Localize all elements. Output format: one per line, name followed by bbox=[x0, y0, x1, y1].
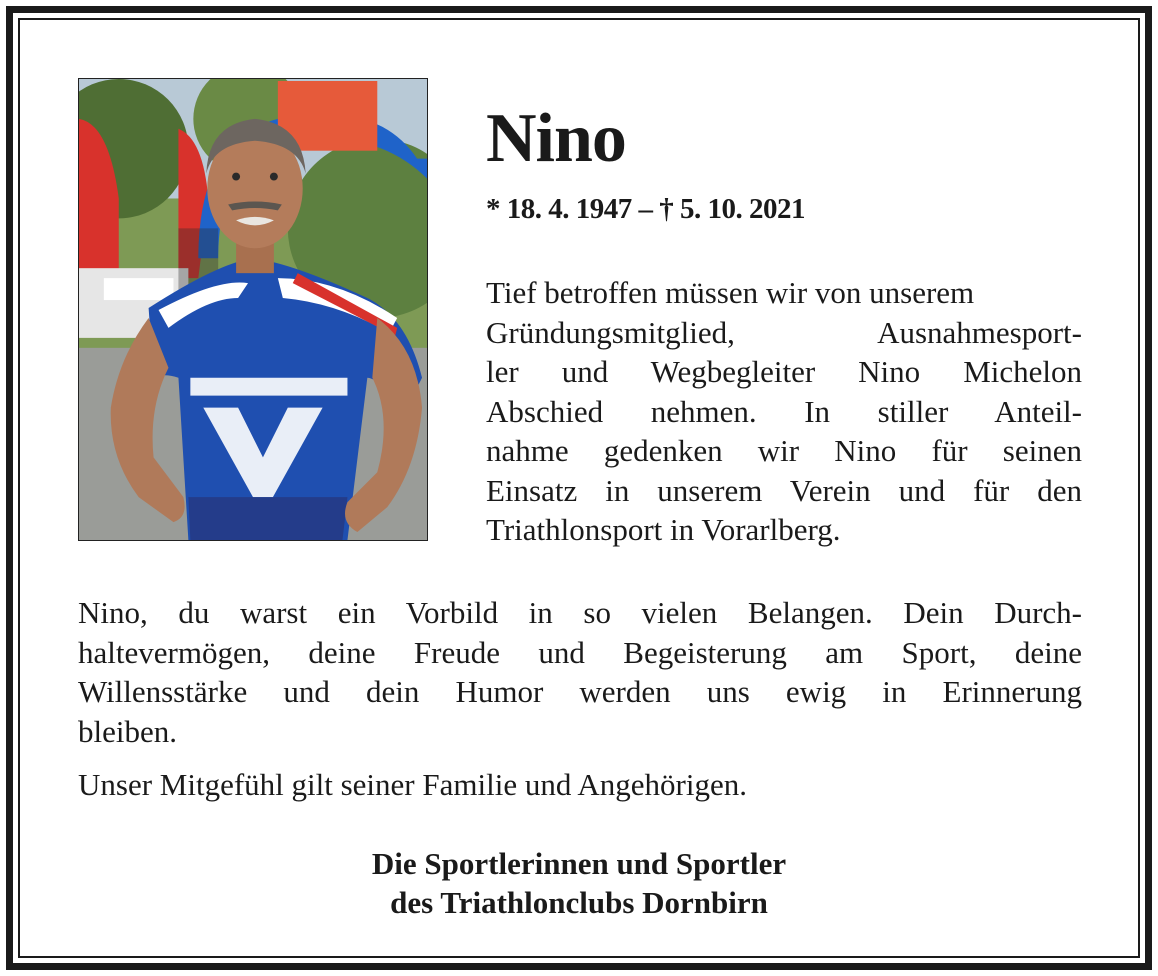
paragraph-line: Nino, du warst ein Vorbild in so vielen Belangen. Dein Durch- bbox=[78, 595, 1082, 630]
paragraph-line: Triathlonsport in Vorarlberg. bbox=[486, 512, 841, 547]
paragraph-line: nahme gedenken wir Nino für seinen bbox=[486, 433, 1082, 468]
sympathy-paragraph bbox=[78, 765, 1082, 805]
signature-line-2: des Triathlonclubs Dornbirn bbox=[390, 885, 768, 920]
signature-line-1: Die Sportlerinnen und Sportler bbox=[371, 846, 787, 881]
tribute-paragraph bbox=[78, 593, 1082, 751]
portrait-photo-icon bbox=[79, 79, 427, 540]
paragraph-line: ler und Wegbegleiter Nino Michelon bbox=[486, 354, 1082, 389]
deceased-name: Nino bbox=[486, 100, 626, 177]
paragraph-line: Unser Mitgefühl gilt seiner Familie und Angehörigen. bbox=[78, 767, 747, 802]
paragraph-line: Einsatz in unserem Verein und für den bbox=[486, 472, 1082, 508]
paragraph-line: haltevermögen, deine Freude und Begeisterung am Sport, deine bbox=[78, 634, 1082, 670]
paragraph-line: Gründungsmitglied, Ausnahmesport- bbox=[486, 314, 1082, 350]
paragraph-line: Abschied nehmen. In stiller Anteil- bbox=[486, 393, 1082, 429]
portrait-photo bbox=[78, 78, 428, 541]
condolence-paragraph bbox=[486, 273, 1082, 550]
paragraph-line: bleiben. bbox=[78, 713, 177, 749]
paragraph-line: Tief betroffen müssen wir von unserem bbox=[486, 275, 975, 310]
paragraph-line: Willensstärke und dein Humor werden uns ewig in Erinnerung bbox=[78, 674, 1082, 709]
life-dates: * 18. 4. 1947 – † 5. 10. 2021 bbox=[486, 193, 805, 225]
